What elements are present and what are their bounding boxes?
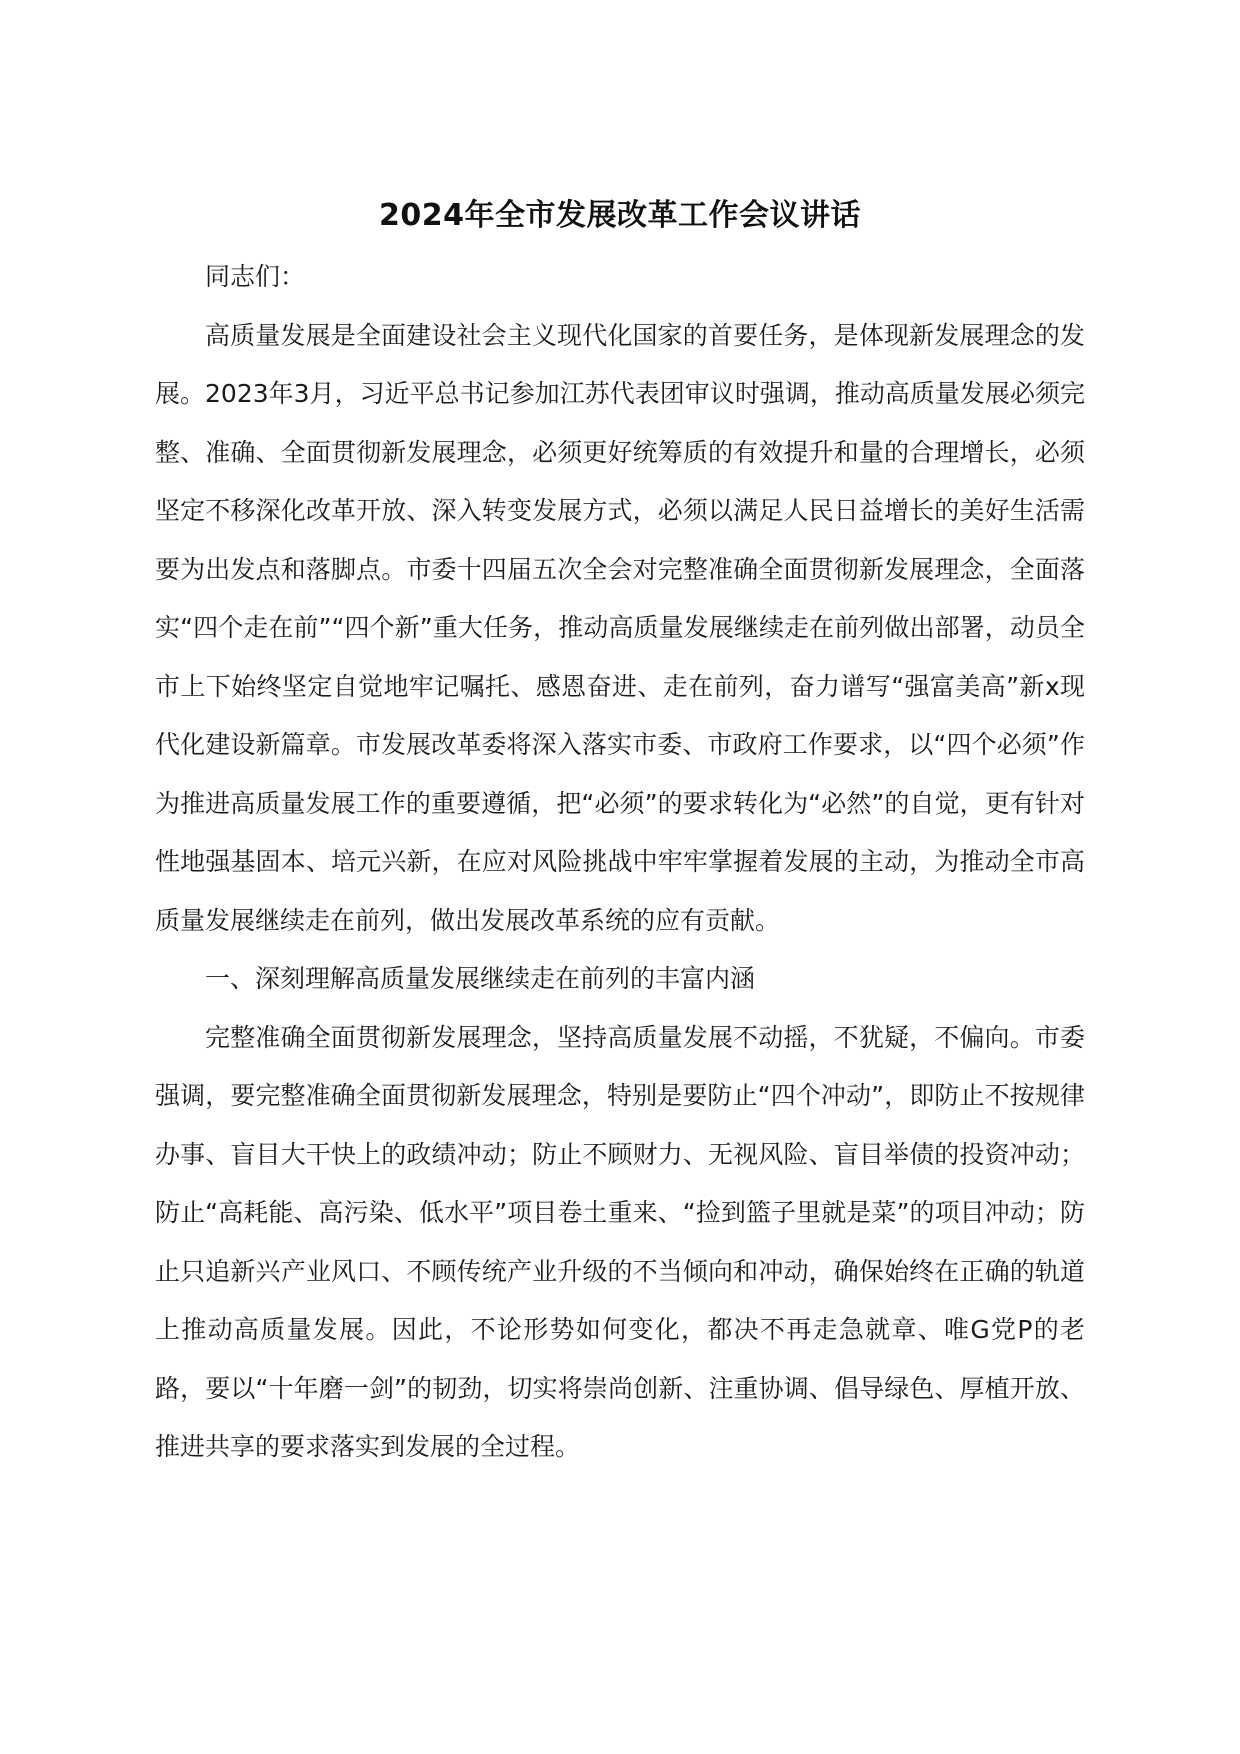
section-heading: 一、深刻理解高质量发展继续走在前列的丰富内涵	[205, 964, 756, 993]
section-paragraph: 完整准确全面贯彻新发展理念，坚持高质量发展不动摇，不犹疑，不偏向。市委强调，要完整准确全面贯彻新发展理念，特别是要防止“四个冲动”，即防止不按规律办事、盲目大干快上的政绩冲动；防止不顾财力、无视风险、盲目举债的投资冲动；防止“高耗能、高污染、低水平”项目卷土重来、“捡到篮子里就是菜”的项目冲动；防止只追新兴产业风口、不顾传统产业升级的不当倾向和冲动，确保始终在正确的轨道上推动高质量发展。因此，不论形势如何变化，都决不再走急就章、唯G党P的老路，要以“十年磨一剑”的韧劲，切实将崇尚创新、注重协调、倡导绿色、厚植开放、推进共享的要求落实到发展的全过程。	[155, 1022, 1085, 1461]
body-paragraph: 高质量发展是全面建设社会主义现代化国家的首要任务，是体现新发展理念的发展。2023年3月，习近平总书记参加江苏代表团审议时强调，推动高质量发展必须完整、准确、全面贯彻新发展理念，必须更好统筹质的有效提升和量的合理增长，必须坚定不移深化改革开放、深入转变发展方式，必须以满足人民日益增长的美好生活需要为出发点和落脚点。市委十四届五次全会对完整准确全面贯彻新发展理念，全面落实“四个走在前”“四个新”重大任务，推动高质量发展继续走在前列做出部署，动员全市上下始终坚定自觉地牢记嘱托、感恩奋进、走在前列，奋力谱写“强富美高”新x现代化建设新篇章。市发展改革委将深入落实市委、市政府工作要求，以“四个必须”作为推进高质量发展工作的重要遵循，把“必须”的要求转化为“必然”的自觉，更有针对性地强基固本、培元兴新，在应对风险挑战中牢牢掌握着发展的主动，为推动全市高质量发展继续走在前列，做出发展改革系统的应有贡献。	[155, 320, 1085, 935]
document-page	[155, 186, 1085, 1477]
greeting: 同志们：	[205, 262, 306, 291]
document-title: 2024年全市发展改革工作会议讲话	[379, 198, 861, 233]
